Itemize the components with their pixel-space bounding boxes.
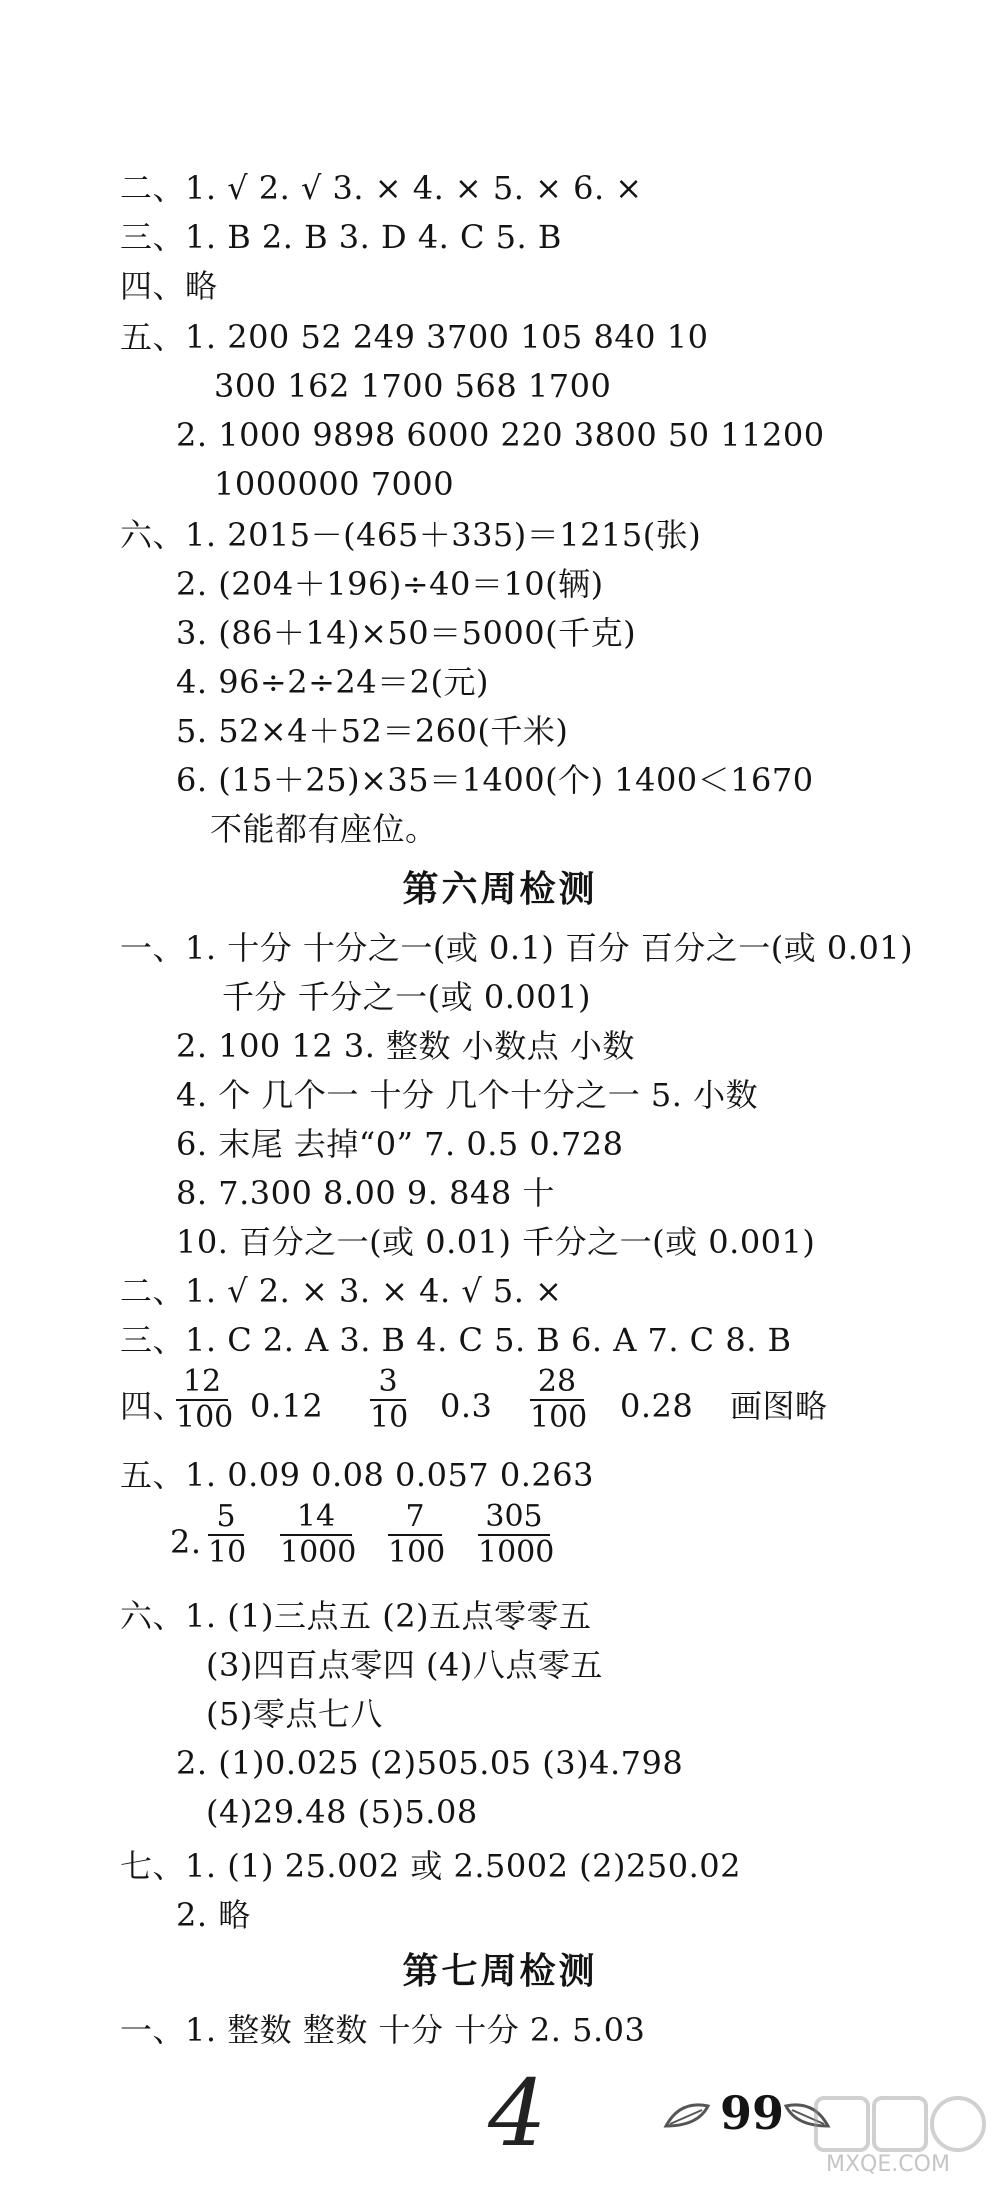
week6-section6-line5: (4)29.48 (5)5.08 [206,1793,478,1831]
week5-section5-line4: 1000000 7000 [214,465,455,503]
fraction-14-1000 [280,1499,357,1570]
week6-section6-line2: (3)四百点零四 (4)八点零五 [206,1646,603,1684]
fraction-denominator: 10 [370,1400,409,1435]
week6-section4-tail: 画图略 [730,1387,828,1425]
week6-section7-line1: 七、1. (1) 25.002 或 2.5002 (2)250.02 [120,1847,741,1885]
week6-section6-line1: 六、1. (1)三点五 (2)五点零零五 [120,1597,592,1635]
fraction-numerator: 5 [216,1499,236,1534]
fraction-numerator: 3 [378,1364,398,1399]
week5-section5-line1: 五、1. 200 52 249 3700 105 840 10 [120,318,709,356]
week6-section1-line4: 4. 个 几个一 十分 几个十分之一 5. 小数 [176,1076,759,1114]
week5-section5-line2: 300 162 1700 568 1700 [214,367,612,405]
week6-section1-line7: 10. 百分之一(或 0.01) 千分之一(或 0.001) [176,1223,816,1261]
fraction-28-100 [530,1364,588,1435]
handwritten-mark: 4 [488,2060,547,2167]
week6-section6-line4: 2. (1)0.025 (2)505.05 (3)4.798 [176,1744,684,1782]
fraction-numerator: 12 [182,1364,222,1399]
week5-section6-q6: 6. (15＋25)×35＝1400(个) 1400＜1670 [176,761,814,799]
week7-heading: 第七周检测 [402,1951,598,1992]
fraction-7-100 [388,1499,446,1570]
week6-section7-line2: 2. 略 [176,1896,251,1934]
week6-section6-line3: (5)零点七八 [206,1695,383,1733]
week6-section5-q2-label: 2. [170,1523,202,1561]
fraction-5-10 [208,1499,247,1570]
fraction-numerator: 14 [296,1499,336,1534]
week5-section3-answers: 三、1. B 2. B 3. D 4. C 5. B [120,218,562,256]
week5-section6-q3: 3. (86＋14)×50＝5000(千克) [176,614,637,652]
week5-section6-q1: 六、1. 2015－(465＋335)＝1215(张) [120,516,702,554]
page-number: 99 [720,2086,785,2140]
week6-section2-answers: 二、1. √ 2. × 3. × 4. √ 5. × [120,1272,563,1310]
fraction-305-1000 [478,1499,555,1570]
week5-section2-answers: 二、1. √ 2. √ 3. × 4. × 5. × 6. × [120,169,643,207]
week6-section1-line6: 8. 7.300 8.00 9. 848 十 [176,1174,555,1212]
week5-section4-answers: 四、略 [120,267,218,305]
watermark-logo-icon [812,2092,988,2154]
week6-section3-answers: 三、1. C 2. A 3. B 4. C 5. B 6. A 7. C 8. B [120,1321,792,1359]
week5-section6-q2: 2. (204＋196)÷40＝10(辆) [176,565,604,603]
week6-section5-q1: 五、1. 0.09 0.08 0.057 0.263 [120,1456,594,1494]
decimal-value: 0.28 [620,1387,694,1425]
watermark-url: MXQE.COM [826,2152,950,2177]
fraction-numerator: 28 [537,1364,577,1399]
week6-section1-line3: 2. 100 12 3. 整数 小数点 小数 [176,1027,635,1065]
week5-section6-q4: 4. 96÷2÷24＝2(元) [176,663,489,701]
week5-section5-line3: 2. 1000 9898 6000 220 3800 50 11200 [176,416,825,454]
decimal-value: 0.3 [440,1387,493,1425]
decorative-leaf-icon [662,2096,714,2136]
week6-heading: 第六周检测 [402,869,598,910]
week6-section1-line5: 6. 末尾 去掉“0” 7. 0.5 0.728 [176,1125,624,1163]
fraction-denominator: 10 [208,1535,247,1570]
fraction-denominator: 100 [388,1535,446,1570]
fraction-numerator: 305 [485,1499,543,1534]
week6-section1-line2: 千分 千分之一(或 0.001) [222,978,591,1016]
fraction-3-10 [370,1364,409,1435]
week6-section4-label: 四、 [120,1387,186,1425]
decimal-value: 0.12 [250,1387,324,1425]
fraction-numerator: 7 [405,1499,425,1534]
fraction-denominator: 100 [176,1400,234,1435]
week6-section1-line1: 一、1. 十分 十分之一(或 0.1) 百分 百分之一(或 0.01) [120,929,914,967]
week7-section1-line1: 一、1. 整数 整数 十分 十分 2. 5.03 [120,2011,646,2049]
week5-section6-q5: 5. 52×4＋52＝260(千米) [176,712,569,750]
fraction-12-100 [176,1364,234,1435]
fraction-denominator: 1000 [280,1535,357,1570]
fraction-denominator: 100 [530,1400,588,1435]
fraction-denominator: 1000 [478,1535,555,1570]
week5-section6-note: 不能都有座位。 [210,810,438,848]
